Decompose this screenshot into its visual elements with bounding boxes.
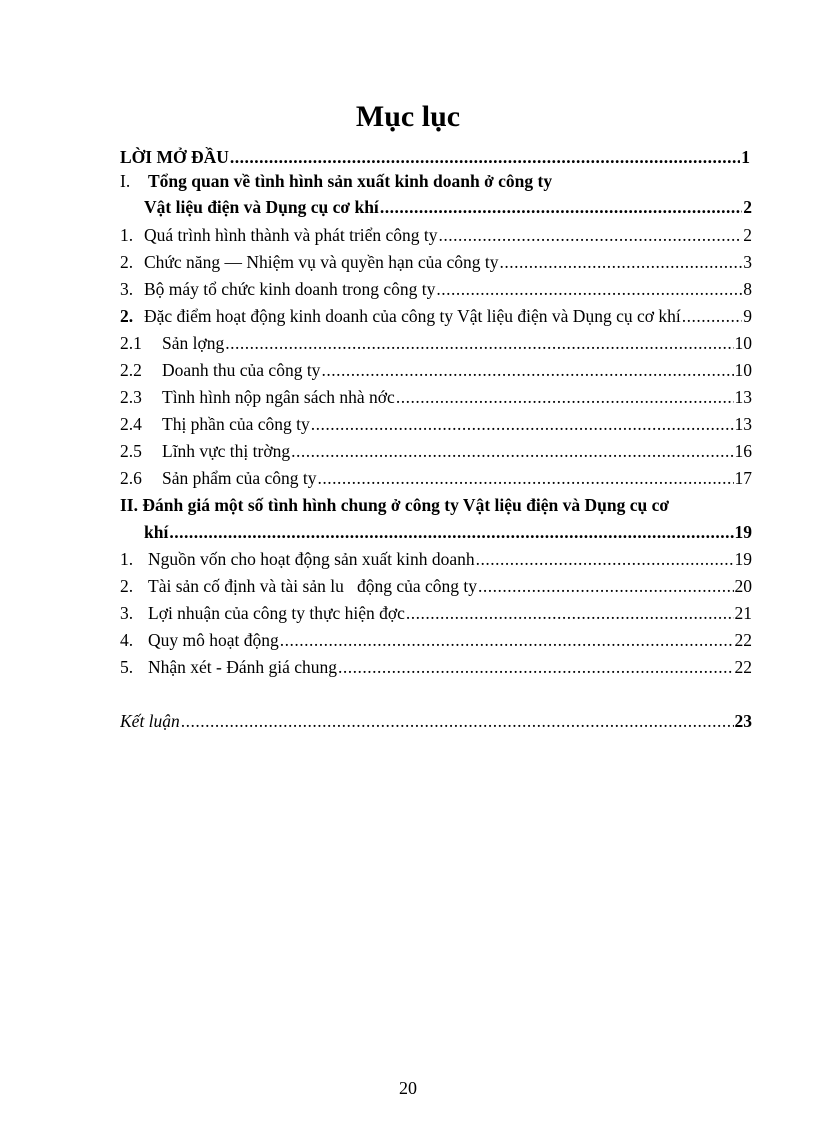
toc-leader (230, 144, 740, 170)
toc-entry-number: 2. (120, 576, 134, 596)
toc-entry-text: Nhận xét - Đánh giá chung (148, 657, 338, 677)
toc-entry-text: Lĩnh vực thị trờng (162, 441, 291, 461)
page-number-footer: 20 (399, 1078, 417, 1098)
toc-leader (476, 546, 734, 572)
toc-page-number: 17 (734, 468, 752, 488)
toc-page-number: 10 (734, 360, 752, 380)
toc-section-2-title-line1[interactable]: II. Đánh giá một số tình hình chung ở công ty Vật liệu điện và Dụng cụ cơ (120, 495, 670, 515)
toc-page-number: 22 (734, 630, 752, 650)
toc-entry-number: 4. (120, 630, 134, 650)
toc-page-number: 3 (743, 252, 752, 272)
toc-leader (500, 249, 743, 275)
toc-leader (380, 194, 742, 220)
toc-entry-text: Đặc điểm hoạt động kinh doanh của công ty Vật liệu điện và Dụng cụ cơ khí (144, 306, 681, 326)
toc-entry-intro[interactable] (120, 144, 750, 170)
toc-leader (318, 465, 734, 491)
toc-entry-3-2[interactable] (120, 573, 752, 599)
toc-page-number: 19 (734, 522, 752, 542)
toc-entry-text: Quá trình hình thành và phát triển công ty (144, 225, 438, 245)
toc-entry-text: Thị phần của công ty (162, 414, 310, 434)
toc-entry-text: Quy mô hoạt động (148, 630, 279, 650)
page-title: Mục lục (355, 100, 461, 133)
toc-entry-text: Sản phẩm của công ty (162, 468, 317, 488)
toc-page-number: 22 (734, 657, 752, 677)
toc-page-number: 8 (743, 279, 752, 299)
toc-entry-number: 2. (120, 252, 134, 272)
toc-section-1-title-line1[interactable]: Tổng quan về tình hình sản xuất kinh doanh ở công ty (148, 171, 553, 191)
toc-entry-text: LỜI MỞ ĐẦU (120, 147, 229, 167)
toc-entry-number: 1. (120, 549, 134, 569)
toc-section-1-number: I. (120, 171, 131, 191)
toc-entry-1-2[interactable] (120, 249, 752, 275)
toc-entry-number: 2.4 (120, 414, 142, 434)
toc-entry-text: Chức năng — Nhiệm vụ và quyền hạn của công ty (144, 252, 499, 272)
toc-page-number: 19 (734, 549, 752, 569)
toc-entry-number: 2.6 (120, 468, 142, 488)
toc-entry-number: 5. (120, 657, 134, 677)
toc-entry-2-6[interactable] (120, 465, 752, 491)
toc-entry-3-3[interactable] (120, 600, 752, 626)
toc-entry-number: 2.3 (120, 387, 142, 407)
toc-page-number: 2 (743, 197, 752, 217)
toc-leader (682, 303, 743, 329)
toc-leader (436, 276, 742, 302)
toc-leader (406, 600, 734, 626)
toc-page-number: 13 (734, 387, 752, 407)
toc-entry-number: 2.2 (120, 360, 142, 380)
toc-entry-2-3[interactable] (120, 384, 752, 410)
toc-entry-number: 2. (120, 306, 134, 326)
toc-entry-number: 1. (120, 225, 134, 245)
toc-entry-3-5[interactable] (120, 654, 752, 680)
toc-leader (181, 708, 734, 734)
toc-entry-text: Tình hình nộp ngân sách nhà nớc (162, 387, 395, 407)
toc-entry-2-1[interactable] (120, 330, 752, 356)
toc-entry-text: Lợi nhuận của công ty thực hiện đợc (148, 603, 405, 623)
toc-entry-section-2[interactable] (144, 519, 752, 545)
toc-leader (169, 519, 733, 545)
toc-entry-number: 3. (120, 603, 134, 623)
toc-leader (439, 222, 743, 248)
toc-entry-3-1[interactable] (120, 546, 752, 572)
toc-entry-conclusion[interactable] (120, 708, 752, 734)
toc-entry-text: Tài sản cố định và tài sản lu động của công ty (148, 576, 478, 596)
toc-entry-2-4[interactable] (120, 411, 752, 437)
toc-entry-2-2[interactable] (120, 357, 752, 383)
toc-entry-text: Bộ máy tổ chức kinh doanh trong công ty (144, 279, 436, 299)
toc-section-1-title-line2: Vật liệu điện và Dụng cụ cơ khí (144, 197, 379, 217)
toc-page-number: 10 (734, 333, 752, 353)
toc-entry-section-1[interactable] (144, 194, 752, 220)
toc-leader (338, 654, 733, 680)
toc-entry-1-1[interactable] (120, 222, 752, 248)
toc-section-2-title-line2: khí (144, 522, 169, 542)
toc-leader (478, 573, 733, 599)
toc-leader (311, 411, 734, 437)
toc-entry-number: 3. (120, 279, 134, 299)
toc-leader (280, 627, 734, 653)
toc-page-number: 13 (734, 414, 752, 434)
toc-page-number: 23 (734, 711, 752, 731)
toc-leader (291, 438, 733, 464)
toc-page-number: 1 (741, 147, 750, 167)
toc-entry-text: Nguồn vốn cho hoạt động sản xuất kinh doanh (148, 549, 475, 569)
toc-entry-3-4[interactable] (120, 627, 752, 653)
toc-entry-text: Sản lợng (162, 333, 225, 353)
toc-page-number: 2 (743, 225, 752, 245)
toc-page-number: 21 (734, 603, 752, 623)
toc-leader (225, 330, 733, 356)
toc-page-number: 16 (734, 441, 752, 461)
toc-entry-1-3[interactable] (120, 276, 752, 302)
toc-entry-text: Doanh thu của công ty (162, 360, 321, 380)
toc-entry-number: 2.5 (120, 441, 142, 461)
toc-entry-number: 2.1 (120, 333, 142, 353)
toc-entry-2-5[interactable] (120, 438, 752, 464)
toc-leader (321, 357, 733, 383)
toc-page-number: 9 (743, 306, 752, 326)
toc-entry-text: Kết luận (120, 711, 180, 731)
toc-page-number: 20 (734, 576, 752, 596)
toc-leader (396, 384, 734, 410)
toc-entry-2[interactable] (120, 303, 752, 329)
